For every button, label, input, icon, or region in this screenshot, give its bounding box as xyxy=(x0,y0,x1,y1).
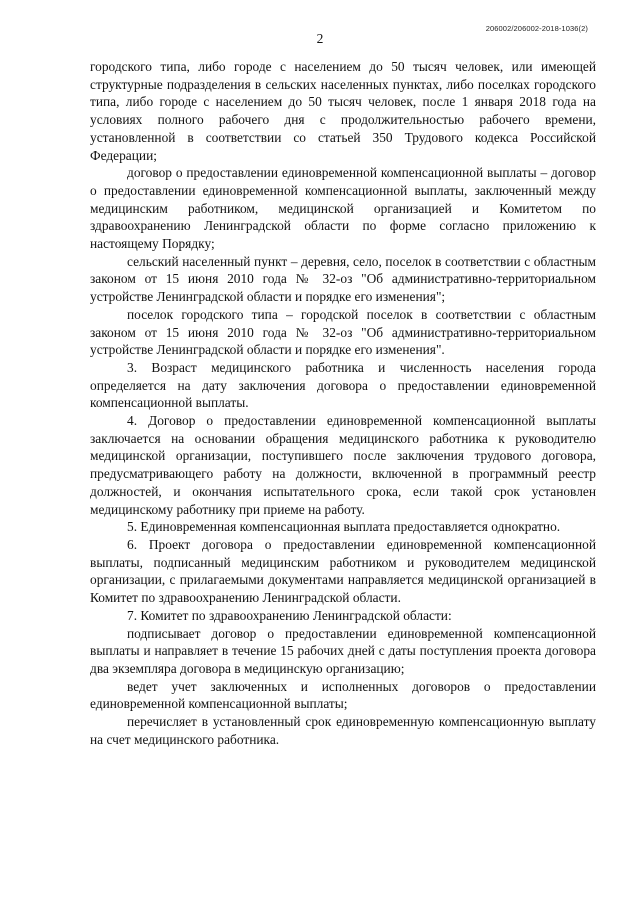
paragraph-definition-urban-settlement: поселок городского типа – городской поселок в соответствии с областным законом от 15 июня 2010 года № 32-оз "Об административно-территориальном устройстве Ленинградской области и порядке его изменения". xyxy=(90,306,596,358)
page-number: 2 xyxy=(316,31,324,46)
paragraph-item-7-signs: подписывает договор о предоставлении единовременной компенсационной выплаты и направляет в течение 15 рабочих дней с даты поступления проекта договора два экземпляра договора в медицинскую организацию; xyxy=(90,625,596,676)
paragraph-item-5: 5. Единовременная компенсационная выплата предоставляется однократно. xyxy=(127,519,561,535)
paragraph-item-3: 3. Возраст медицинского работника и численность населения города определяется на дату заключения договора о предоставлении единовременной компенсационной выплаты. xyxy=(90,359,596,411)
paragraph-definition-rural-settlement: сельский населенный пункт – деревня, село, поселок в соответствии с областным законом от 15 июня 2010 года № 32-оз "Об административно-территориальном устройстве Ленинградской области и порядке его изменения"; xyxy=(90,253,596,305)
paragraph-definition-agreement: договор о предоставлении единовременной компенсационной выплаты – договор о предоставлении единовременной компенсационной выплаты, заключенный между медицинским работником, медицинской организацией и Комитетом по здравоохранению Ленинградской области по форме согласно приложению к настоящему Порядку; xyxy=(90,165,596,252)
paragraph-settlement-continuation: городского типа, либо городе с населением до 50 тысяч человек, или имеющей структурные подразделения в сельских населенных пунктах, либо поселках городского типа, либо городе с населением до 50 тысяч человек, после 1 января 2018 года на условиях полного рабочего дня с продолжительностью рабочего времени, установленной в соответствии со статьей 350 Трудового кодекса Российской Федерации; xyxy=(90,59,596,163)
document-body xyxy=(90,58,596,748)
paragraph-item-4: 4. Договор о предоставлении единовременной компенсационной выплаты заключается на основании обращения медицинского работника к руководителю медицинской организации, поступившего после заключения трудового договора, предусматривающего работу на должности, включенной в программный реестр должностей, и окончания испытательного срока, если такой срок установлен медицинскому работнику при приеме на работу. xyxy=(90,413,596,517)
paragraph-item-7: 7. Комитет по здравоохранению Ленинградской области: xyxy=(127,607,452,623)
document-code: 206002/206002-2018-1036(2) xyxy=(485,24,588,33)
paragraph-item-7-records: ведет учет заключенных и исполненных договоров о предоставлении единовременной компенсационной выплаты; xyxy=(90,678,596,712)
paragraph-item-6: 6. Проект договора о предоставлении единовременной компенсационной выплаты, подписанный медицинским работником и руководителем медицинской организации, с прилагаемыми документами направляется медицинской организацией в Комитет по здравоохранению Ленинградской области. xyxy=(90,536,596,606)
paragraph-item-7-transfers: перечисляет в установленный срок единовременную компенсационную выплату на счет медицинского работника. xyxy=(90,714,596,747)
